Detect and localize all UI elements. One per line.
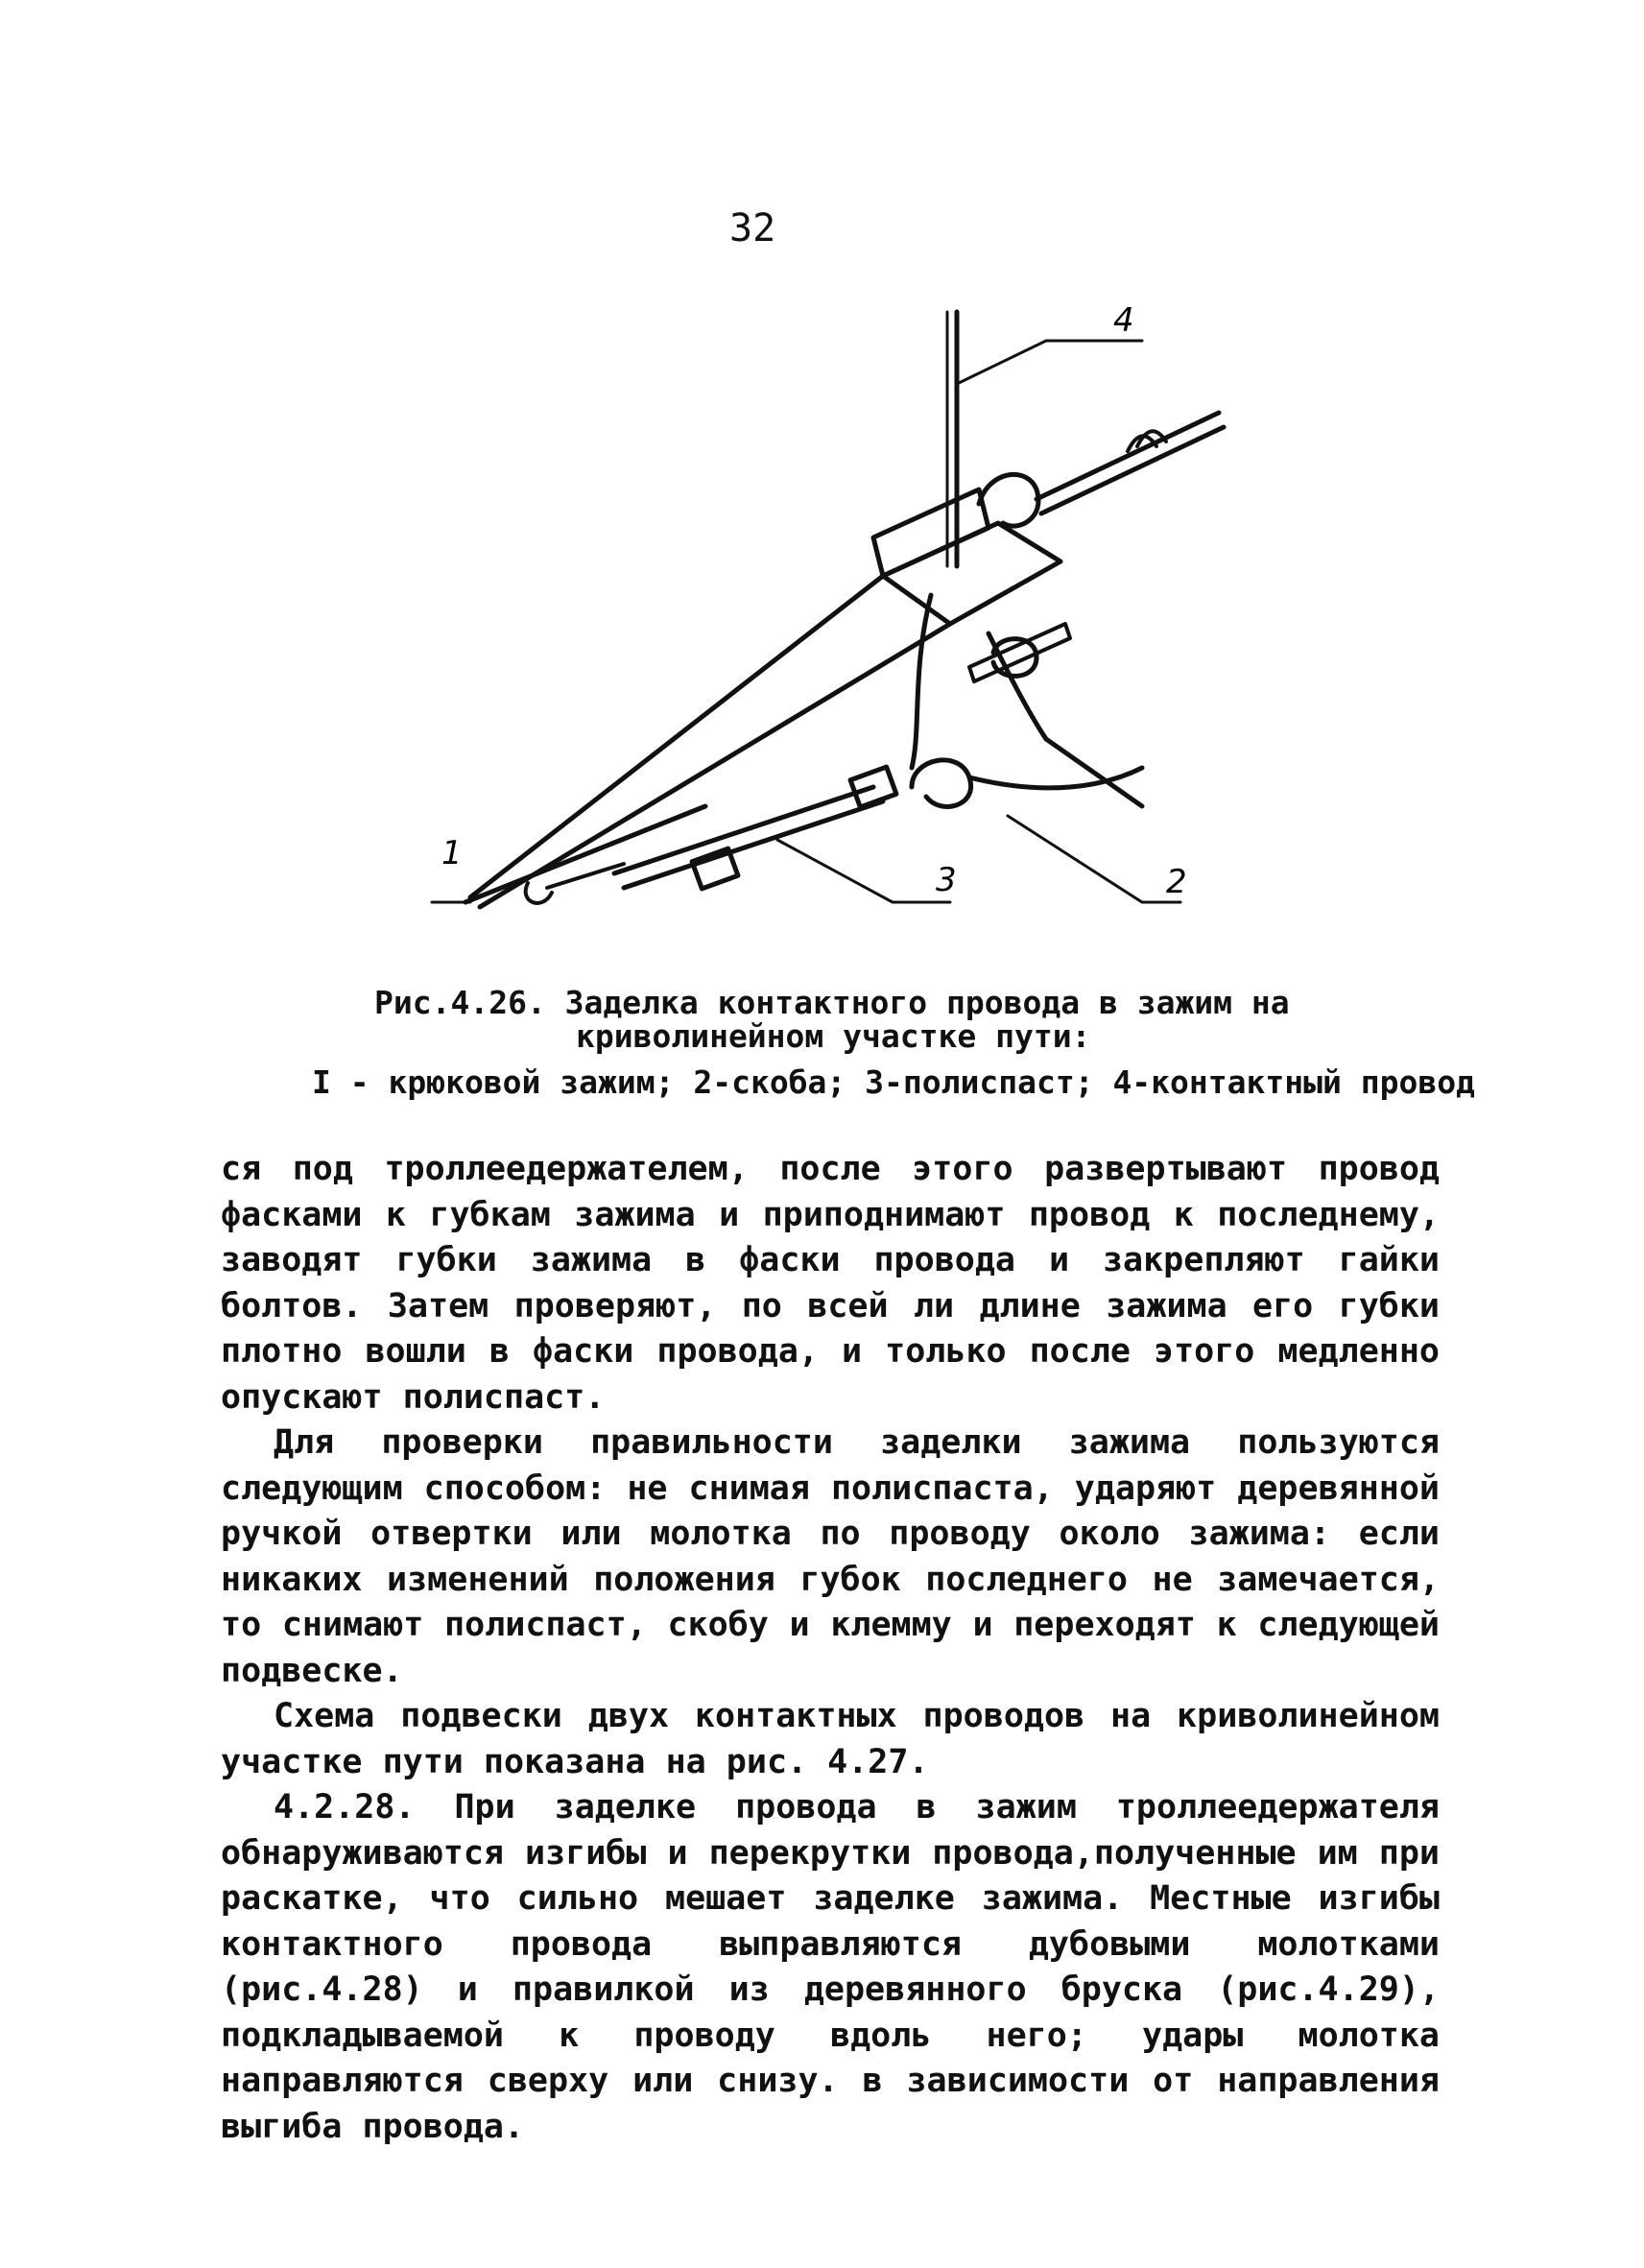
figure-caption-title: Рис.4.26. Заделка контактного провода в зажим на: [374, 984, 1290, 1021]
leader-4: [957, 341, 1142, 384]
body-text: [221, 1147, 1440, 2150]
clamp-block: [873, 489, 989, 576]
label-3: 3: [936, 861, 957, 899]
label-1: 1: [441, 834, 463, 872]
clamp-diagram: [374, 288, 1334, 960]
polyspast-block-1: [692, 848, 738, 889]
figure-legend: I - крюковой зажим; 2-скоба; 3-полиспаст; 4-контактный провод: [312, 1063, 1475, 1101]
messenger-wire: [1036, 413, 1224, 513]
label-4: 4: [1113, 301, 1134, 340]
label-2: 2: [1166, 863, 1187, 901]
small-plate: [969, 624, 1070, 681]
paragraph-4: 4.2.28. При заделке провода в зажим троллеедержателя обнаруживаются изгибы и перекрутки провода,полученные им при раскатке, что сильно мешает заделке зажима. Местные изгибы контактного провода выправляются дубовыми молотками (рис.4.28) и правилкой из деревянного бруска (рис.4.29), подкладываемой к проводу вдоль него; удары молотка направляются сверху или снизу. в зависимости от направления выгиба провода.: [221, 1788, 1440, 2146]
figure-caption-subtitle: криволинейном участке пути:: [576, 1017, 1091, 1055]
leader-2: [1008, 816, 1180, 902]
bracket-right: [989, 633, 1142, 806]
page-number: 32: [729, 206, 776, 251]
paragraph-1: ся под троллеедержателем, после этого развертывают провод фасками к губкам зажима и приподнимают провод к последнему, заводят губки зажима в фаски провода и закрепляют гайки болтов. Затем проверяют, по всей ли длине зажима его губки плотно вошли в фаски провода, и только после этого медленно опускают полиспаст.: [221, 1150, 1440, 1417]
paragraph-3: Схема подвески двух контактных проводов на криволинейном участке пути показана на рис. 4.27.: [221, 1697, 1440, 1781]
leader-3: [777, 840, 950, 902]
paragraph-2: Для проверки правильности заделки зажима пользуются следующим способом: не снимая полиспаста, ударяют деревянной ручкой отвертки или молотка по проводу около зажима: если никаких изменений положения губок последнего не замечается, то снимают полиспаст, скобу и клемму и переходят к следующей подвеске.: [221, 1423, 1440, 1690]
clamp-wedge: [883, 523, 1060, 624]
